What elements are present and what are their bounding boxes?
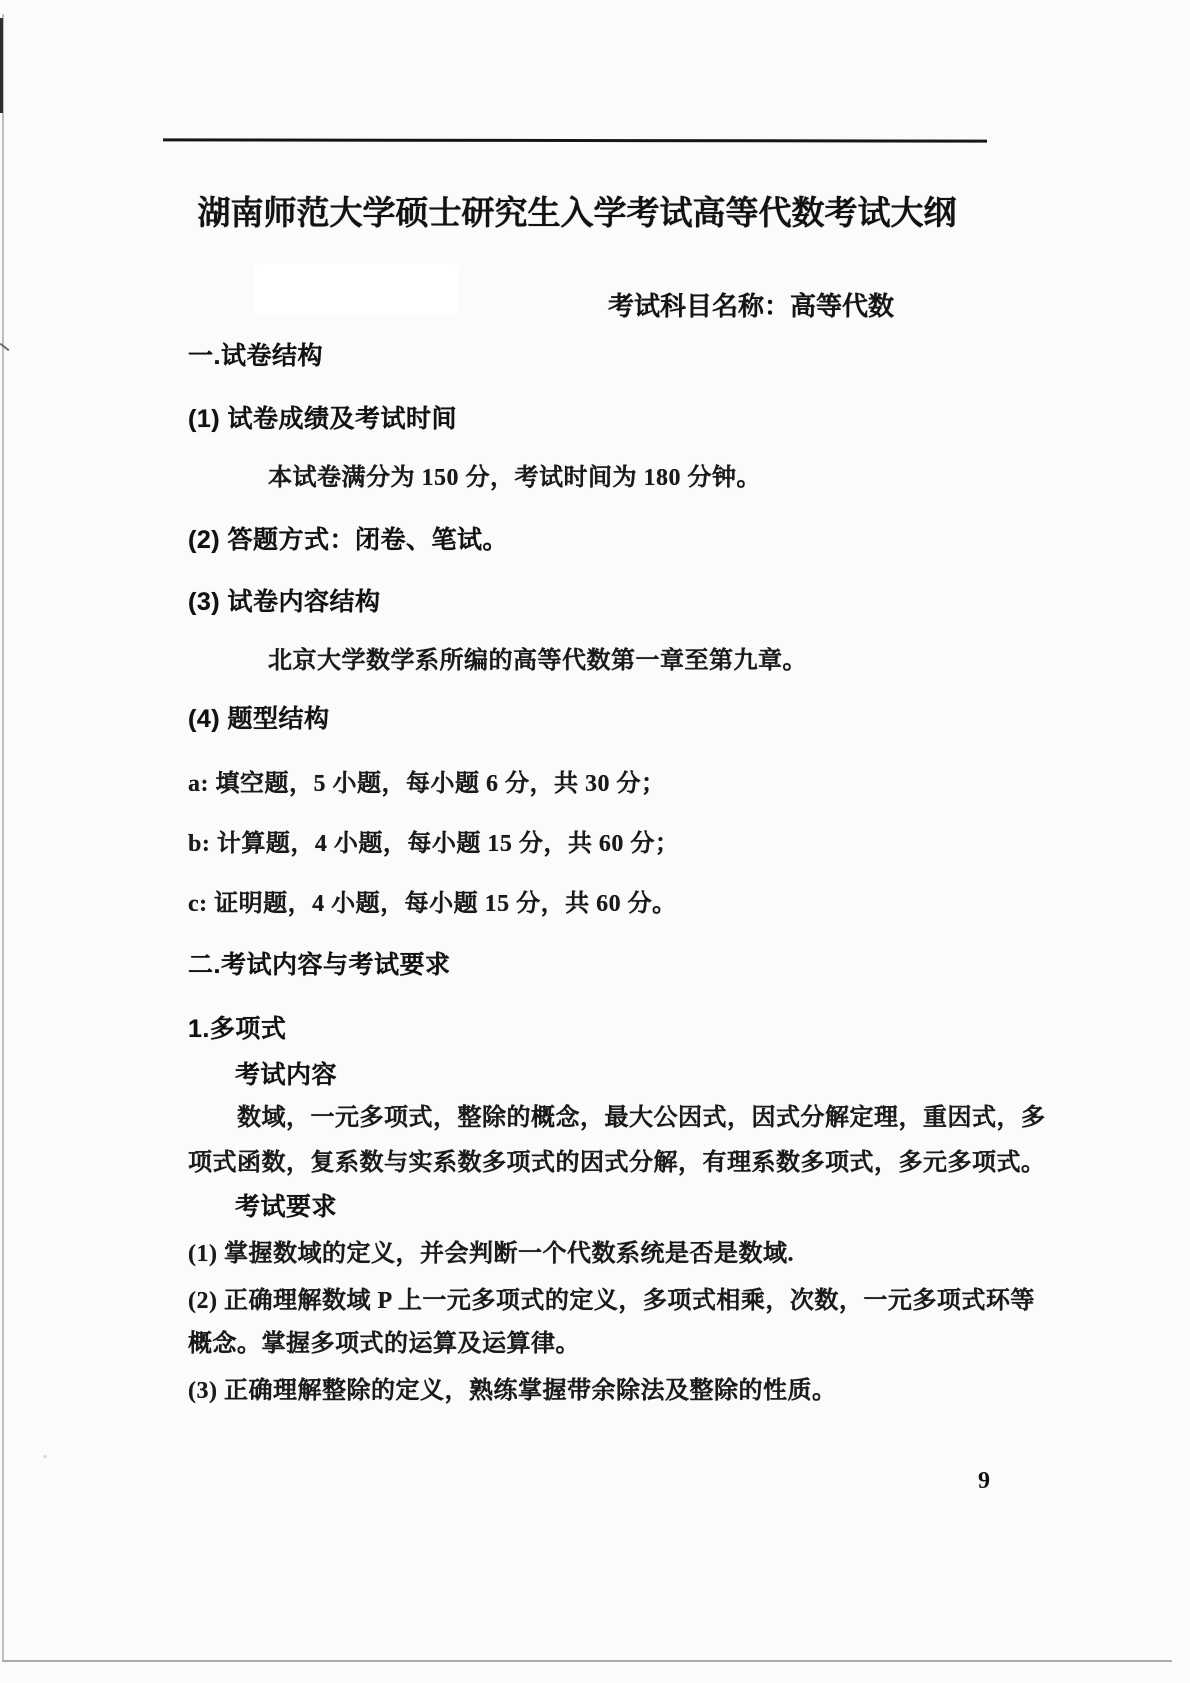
requirement-3: (3) 正确理解整除的定义，熟练掌握带余除法及整除的性质。 <box>188 1378 837 1404</box>
scan-edge-mark <box>0 18 3 113</box>
header-rule <box>163 138 987 142</box>
item-3-content-structure: (3) 试卷内容结构 <box>188 588 381 616</box>
document-title: 湖南师范大学硕士研究生入学考试高等代数考试大纲 <box>197 194 957 231</box>
subject-name-line: 考试科目名称：高等代数 <box>608 291 895 321</box>
body-score-time: 本试卷满分为 150 分，考试时间为 180 分钟。 <box>268 465 761 491</box>
exam-content-label: 考试内容 <box>235 1061 338 1089</box>
exam-content-line-2: 项式函数，复系数与实系数多项式的因式分解，有理系数多项式，多元多项式。 <box>188 1150 1046 1176</box>
item-4-question-types: (4) 题型结构 <box>188 705 330 733</box>
erased-area <box>253 263 458 315</box>
section-heading-2: 二.考试内容与考试要求 <box>188 951 451 979</box>
question-type-a: a: 填空题，5 小题，每小题 6 分，共 30 分； <box>188 771 666 797</box>
section-heading-1: 一.试卷结构 <box>188 342 323 370</box>
requirement-2-cont: 概念。掌握多项式的运算及运算律。 <box>188 1331 580 1357</box>
exam-requirements-label: 考试要求 <box>235 1193 338 1221</box>
item-1-score-time: (1) 试卷成绩及考试时间 <box>188 405 458 433</box>
question-type-c: c: 证明题，4 小题，每小题 15 分，共 60 分。 <box>188 891 677 917</box>
item-2-answer-mode: (2) 答题方式：闭卷、笔试。 <box>188 526 509 554</box>
requirement-1: (1) 掌握数域的定义，并会判断一个代数系统是否是数域. <box>188 1241 794 1267</box>
topic-1-polynomial: 1.多项式 <box>188 1015 287 1043</box>
scan-edge-line <box>2 14 4 1662</box>
question-type-b: b: 计算题，4 小题，每小题 15 分，共 60 分； <box>188 831 680 857</box>
scan-bottom-line <box>2 1660 1172 1662</box>
page-number: 9 <box>978 1468 990 1494</box>
exam-content-line-1: 数域，一元多项式，整除的概念，最大公因式，因式分解定理，重因式，多 <box>237 1105 1046 1131</box>
scan-speckle <box>43 1455 47 1458</box>
body-content-structure: 北京大学数学系所编的高等代数第一章至第九章。 <box>268 648 807 674</box>
requirement-2: (2) 正确理解数域 P 上一元多项式的定义，多项式相乘，次数，一元多项式环等 <box>188 1288 1035 1314</box>
